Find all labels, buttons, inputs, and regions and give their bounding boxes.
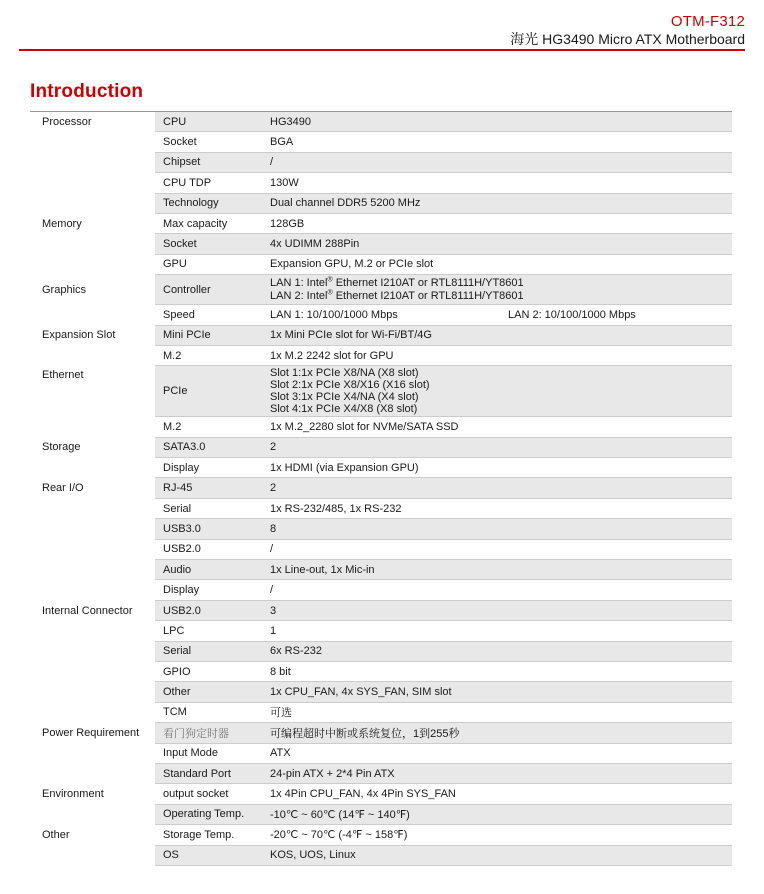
spec-label: Display [163,584,200,597]
spec-label: Other [163,686,191,699]
spec-row [42,478,732,498]
spec-value: 3 [270,604,277,617]
spec-value: Dual channel DDR5 5200 MHz [270,197,421,210]
spec-row [155,153,732,173]
spec-value: LAN 1: Intel® Ethernet I210AT or RTL8111H/YT8601 LAN 2: Intel® Ethernet I210AT or RTL8111H/YT8601 [270,275,524,302]
model-number: OTM-F312 [670,13,745,30]
spec-value: 1x 4Pin CPU_FAN, 4x 4Pin SYS_FAN [270,788,456,801]
spec-row [155,417,732,437]
spec-label: Standard Port [163,767,231,780]
spec-table [30,111,732,866]
spec-row [42,366,732,417]
spec-label: USB3.0 [163,522,201,535]
header-divider [19,49,745,51]
spec-row [155,173,732,193]
spec-label: RJ-45 [163,482,193,495]
product-subtitle: 海光 HG3490 Micro ATX Motherboard [510,31,745,47]
spec-value: 8 [270,522,277,535]
spec-value: Slot 1:1x PCIe X8/NA (X8 slot) Slot 2:1x PCIe X8/X16 (X16 slot) Slot 3:1x PCIe X4/NA (X4 slot) Slot 4:1x PCIe X4/X8 (X8 slot) [270,367,430,416]
spec-value-part2: LAN 2: 10/100/1000 Mbps [508,308,636,321]
spec-row [42,601,732,621]
category-label: Graphics [42,283,87,296]
spec-label: GPU [163,258,187,271]
spec-value: 1x Mini PCIe slot for Wi-Fi/BT/4G [270,329,432,342]
spec-label: Serial [163,645,192,658]
spec-label: Audio [163,563,192,576]
spec-row [155,621,732,641]
spec-value: 2 [270,482,277,495]
spec-value: HG3490 [270,115,311,128]
category-label: Processor [42,115,92,128]
spec-value: 1x RS-232/485, 1x RS-232 [270,502,402,515]
spec-row [42,326,732,346]
spec-label: Technology [163,197,219,210]
spec-value: 1x M.2 2242 slot for GPU [270,349,394,362]
spec-value: ATX [270,747,291,760]
spec-row [155,682,732,702]
spec-row [155,560,732,580]
category-label: Memory [42,217,82,230]
spec-value: / [270,584,274,597]
spec-value: / [270,543,274,556]
spec-label: Serial [163,502,192,515]
spec-value: Expansion GPU, M.2 or PCIe slot [270,258,434,271]
spec-row [42,723,732,743]
spec-value: 可选 [270,707,292,720]
spec-value: 4x UDIMM 288Pin [270,238,360,251]
spec-label: Operating Temp. [163,808,245,821]
spec-table-rows [42,112,732,866]
spec-label: Socket [163,136,197,149]
spec-label: TCM [163,706,187,719]
spec-value: 2 [270,441,277,454]
spec-label: Speed [163,308,195,321]
spec-value: -20℃ ~ 70℃ (-4℉ ~ 158℉) [270,829,408,842]
spec-value: 1 [270,624,277,637]
spec-row [42,214,732,234]
spec-label: CPU TDP [163,176,212,189]
spec-value: 128GB [270,217,305,230]
spec-value: 1x Line-out, 1x Mic-in [270,563,375,576]
spec-label: Storage Temp. [163,828,235,841]
spec-label: USB2.0 [163,543,201,556]
spec-row [155,234,732,254]
spec-value: 1x M.2_2280 slot for NVMe/SATA SSD [270,420,459,433]
spec-value: KOS, UOS, Linux [270,849,356,862]
category-label: Expansion Slot [42,329,116,342]
spec-row [155,346,732,366]
spec-row [42,275,732,305]
spec-row [155,805,732,825]
spec-value: 24-pin ATX + 2*4 Pin ATX [270,767,395,780]
spec-row [42,825,732,845]
spec-row [155,458,732,478]
spec-label: GPIO [163,665,191,678]
spec-value: -10℃ ~ 60℃ (14℉ ~ 140℉) [270,808,410,821]
spec-value: 6x RS-232 [270,645,322,658]
category-label: Ethernet [42,369,84,382]
spec-label: Controller [163,283,211,296]
spec-row [155,744,732,764]
spec-row [42,438,732,458]
spec-row [155,846,732,866]
spec-label: Display [163,461,200,474]
spec-row [155,662,732,682]
spec-row [155,703,732,723]
spec-row [155,255,732,275]
spec-row [155,499,732,519]
spec-label: OS [163,849,179,862]
spec-value: 130W [270,176,299,189]
spec-label: USB2.0 [163,604,201,617]
spec-row [155,305,732,325]
spec-label: SATA3.0 [163,441,206,454]
spec-value-part1: LAN 1: 10/100/1000 Mbps [270,308,398,321]
spec-row [155,642,732,662]
spec-row [155,519,732,539]
spec-row [155,132,732,152]
spec-value: 可编程超时中断或系统复位，1到255秒 [270,727,460,740]
spec-value: / [270,156,274,169]
spec-label: M.2 [163,349,182,362]
spec-label: Input Mode [163,747,219,760]
spec-label: PCIe [163,385,188,398]
spec-label: M.2 [163,420,182,433]
category-label: Power Requirement [42,726,140,739]
spec-label: output socket [163,788,229,801]
spec-row [155,580,732,600]
spec-row [155,764,732,784]
spec-label: CPU [163,115,187,128]
category-label: Other [42,828,70,841]
spec-row [155,194,732,214]
spec-label: Socket [163,238,197,251]
spec-label: 看门狗定时器 [163,727,229,740]
category-label: Storage [42,441,81,454]
spec-label: Mini PCIe [163,329,211,342]
spec-row [42,784,732,804]
category-label: Internal Connector [42,604,133,617]
spec-row [42,112,732,132]
spec-label: Max capacity [163,217,228,230]
spec-label: LPC [163,624,185,637]
spec-value: BGA [270,136,294,149]
section-title: Introduction [30,81,144,102]
category-label: Environment [42,788,104,801]
spec-row [155,540,732,560]
spec-value: 8 bit [270,665,291,678]
spec-value: 1x CPU_FAN, 4x SYS_FAN, SIM slot [270,686,452,699]
page-header [0,0,764,48]
category-label: Rear I/O [42,482,84,495]
spec-value: 1x HDMI (via Expansion GPU) [270,461,419,474]
spec-label: Chipset [163,156,201,169]
spec-value [270,309,732,321]
